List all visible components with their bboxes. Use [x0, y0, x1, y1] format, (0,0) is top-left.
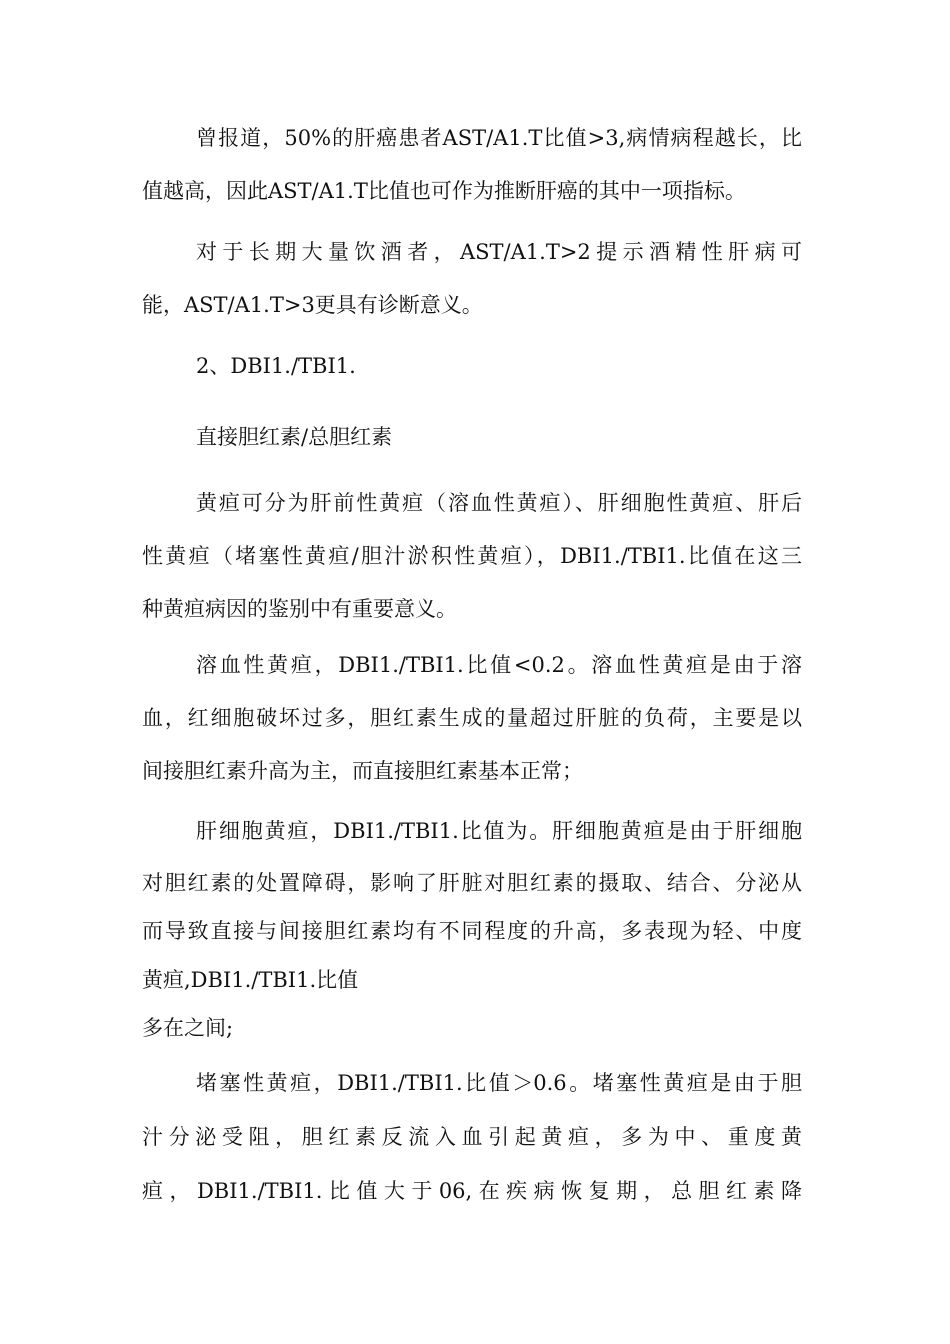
text-line: 疸，DBI1./TBI1.比值大于06,在疾病恢复期，总胆红素降: [142, 1179, 802, 1203]
text-line: 而导致直接与间接胆红素均有不同程度的升高，多表现为轻、中度: [142, 919, 802, 943]
text-line: 对胆红素的处置障碍，影响了肝脏对胆红素的摄取、结合、分泌从: [142, 871, 802, 895]
text-line: 肝细胞黄疸，DBI1./TBI1.比值为。肝细胞黄疸是由于肝细胞: [196, 819, 802, 843]
section-heading: 2、DBI1./TBI1.: [196, 354, 356, 378]
text-line: 汁分泌受阻，胆红素反流入血引起黄疸，多为中、重度黄: [142, 1125, 802, 1149]
text-line: 多在之间;: [142, 1016, 234, 1040]
text-line: 值越高，因此AST/A1.T比值也可作为推断肝癌的其中一项指标。: [142, 179, 746, 203]
text-line: 黄疸,DBI1./TBI1.比值: [142, 968, 359, 992]
text-line: 性黄疸（堵塞性黄疸/胆汁淤积性黄疸），DBI1./TBI1.比值在这三: [142, 544, 802, 568]
section-subheading: 直接胆红素/总胆红素: [196, 425, 393, 449]
text-line: 血，红细胞破坏过多，胆红素生成的量超过肝脏的负荷，主要是以: [142, 706, 802, 730]
text-line: 对于长期大量饮酒者，AST/A1.T>2提示酒精性肝病可: [196, 240, 802, 264]
text-line: 堵塞性黄疸，DBI1./TBI1.比值＞0.6。堵塞性黄疸是由于胆: [196, 1071, 802, 1095]
text-line: 曾报道，50%的肝癌患者AST/A1.T比值>3,病情病程越长，比: [196, 126, 802, 150]
text-line: 种黄疸病因的鉴别中有重要意义。: [142, 597, 457, 621]
text-line: 间接胆红素升高为主，而直接胆红素基本正常；: [142, 759, 583, 783]
text-line: 黄疸可分为肝前性黄疸（溶血性黄疸）、肝细胞性黄疸、肝后: [196, 491, 802, 515]
text-line: 溶血性黄疸，DBI1./TBI1.比值<0.2。溶血性黄疸是由于溶: [196, 653, 802, 677]
text-line: 能，AST/A1.T>3更具有诊断意义。: [142, 293, 483, 317]
